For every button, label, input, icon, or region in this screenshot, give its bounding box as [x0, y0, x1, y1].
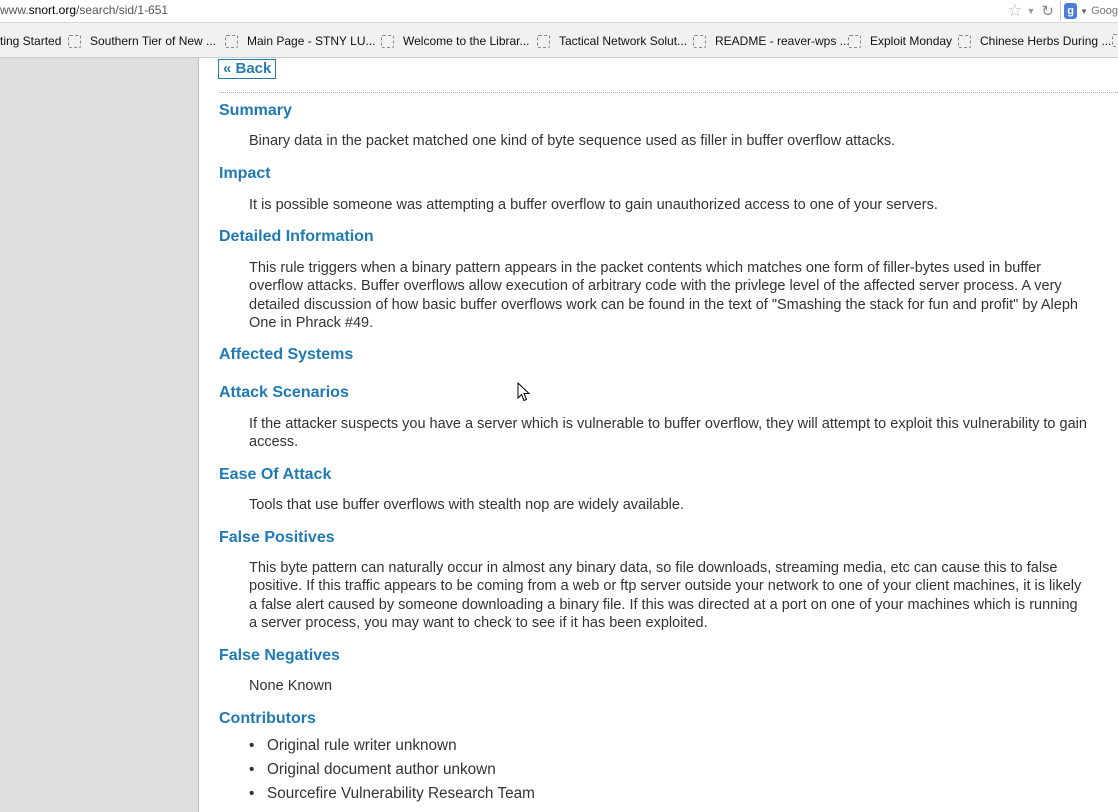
false-negatives-text: None Known	[249, 678, 333, 694]
bookmark-item[interactable]	[958, 34, 1111, 48]
bookmark-item[interactable]	[1112, 34, 1118, 47]
search-placeholder: Goog	[1091, 5, 1118, 17]
bookmark-label: Tactical Network Solut...	[559, 34, 688, 48]
bookmark-item[interactable]	[381, 34, 530, 48]
bookmark-label: ting Started	[0, 34, 62, 48]
page-icon	[68, 35, 81, 48]
page-icon	[225, 35, 238, 48]
bookmark-item[interactable]	[848, 34, 952, 48]
false-positives-heading: False Positives	[219, 529, 335, 546]
bookmark-label: Main Page - STNY LU...	[247, 34, 376, 48]
reload-icon[interactable]: ↻	[1041, 3, 1054, 20]
page-icon	[958, 35, 971, 48]
page-icon	[1112, 34, 1118, 47]
list-item: • Sourcefire Vulnerability Research Team	[249, 784, 535, 808]
page-icon	[693, 35, 706, 48]
attack-scenarios-heading: Attack Scenarios	[219, 384, 349, 401]
address-bar-icons	[1007, 0, 1118, 22]
bookmark-item[interactable]	[0, 34, 61, 48]
bookmark-label: Southern Tier of New ...	[90, 34, 217, 48]
list-item: • Original rule writer unknown	[249, 736, 535, 760]
impact-heading: Impact	[219, 165, 271, 182]
contributors-heading: Contributors	[219, 710, 316, 727]
url-prefix: www.	[0, 3, 29, 17]
bookmark-item[interactable]	[68, 34, 216, 48]
affected-systems-heading: Affected Systems	[219, 346, 354, 363]
list-item: • Original document author unkown	[249, 760, 535, 784]
bookmark-label: Welcome to the Librar...	[403, 34, 530, 48]
address-bar[interactable]	[0, 0, 1118, 23]
page-icon	[381, 35, 394, 48]
chevron-down-icon[interactable]: ▼	[1026, 6, 1036, 16]
mouse-cursor-icon	[517, 382, 531, 402]
page-icon	[537, 35, 550, 48]
url-path: /search/sid/1-651	[76, 3, 169, 17]
bookmark-label: Chinese Herbs During ...	[980, 34, 1112, 48]
detailed-information-text: This rule triggers when a binary pattern appears in the packet contents which matches one form of filler-bytes used in buffer overflow attacks. Buffer overflows allow execution of arbitrary code with the privlege level of the affected server process. A very detailed discussion of how basic buffer overflows work can be found in the text of "Smashing the stack for fun and profit" by Aleph One in Phrack #49.	[249, 260, 1078, 331]
bookmark-star-icon[interactable]: ☆	[1007, 1, 1023, 20]
false-negatives-heading: False Negatives	[219, 647, 340, 664]
divider	[219, 92, 1118, 93]
rule-doc-content	[199, 58, 1118, 812]
summary-text: Binary data in the packet matched one kind of byte sequence used as filler in buffer overflow attacks.	[249, 133, 896, 149]
page-icon	[848, 35, 861, 48]
bookmarks-bar	[0, 23, 1118, 58]
false-positives-text: This byte pattern can naturally occur in almost any binary data, so file downloads, streaming media, etc can cause this to false positive. If this traffic appears to be coming from a web or ftp server outside your network to one of your client machines, it is likely a false alert caused by someone downloading a binary file. If this was directed at a port on one of your machines which is running a server process, you may want to check to see if it has been exploited.	[249, 560, 1082, 631]
ease-of-attack-heading: Ease Of Attack	[219, 466, 332, 483]
bookmark-item[interactable]	[693, 34, 850, 48]
bookmark-label: README - reaver-wps ...	[715, 34, 850, 48]
url-host: snort.org	[28, 3, 77, 17]
summary-heading: Summary	[219, 102, 292, 119]
back-link[interactable]: « Back	[218, 59, 276, 79]
contributors-list	[249, 736, 535, 808]
attack-scenarios-text: If the attacker suspects you have a server which is vulnerable to buffer overflow, they will attempt to exploit this vulnerability to gain access.	[249, 416, 1087, 451]
bookmark-item[interactable]	[537, 34, 687, 48]
url-text[interactable]	[0, 3, 168, 17]
bookmark-item[interactable]	[225, 34, 376, 48]
google-icon[interactable]: g	[1064, 3, 1077, 19]
search-box[interactable]	[1060, 1, 1118, 21]
detailed-information-heading: Detailed Information	[219, 228, 374, 245]
ease-of-attack-text: Tools that use buffer overflows with stealth nop are widely available.	[249, 497, 684, 513]
left-sidebar-gutter	[0, 58, 199, 812]
bookmark-label: Exploit Monday	[870, 34, 953, 48]
impact-text: It is possible someone was attempting a buffer overflow to gain unauthorized access to one of your servers.	[249, 197, 938, 213]
search-engine-dropdown-icon[interactable]: ▼	[1080, 6, 1089, 16]
